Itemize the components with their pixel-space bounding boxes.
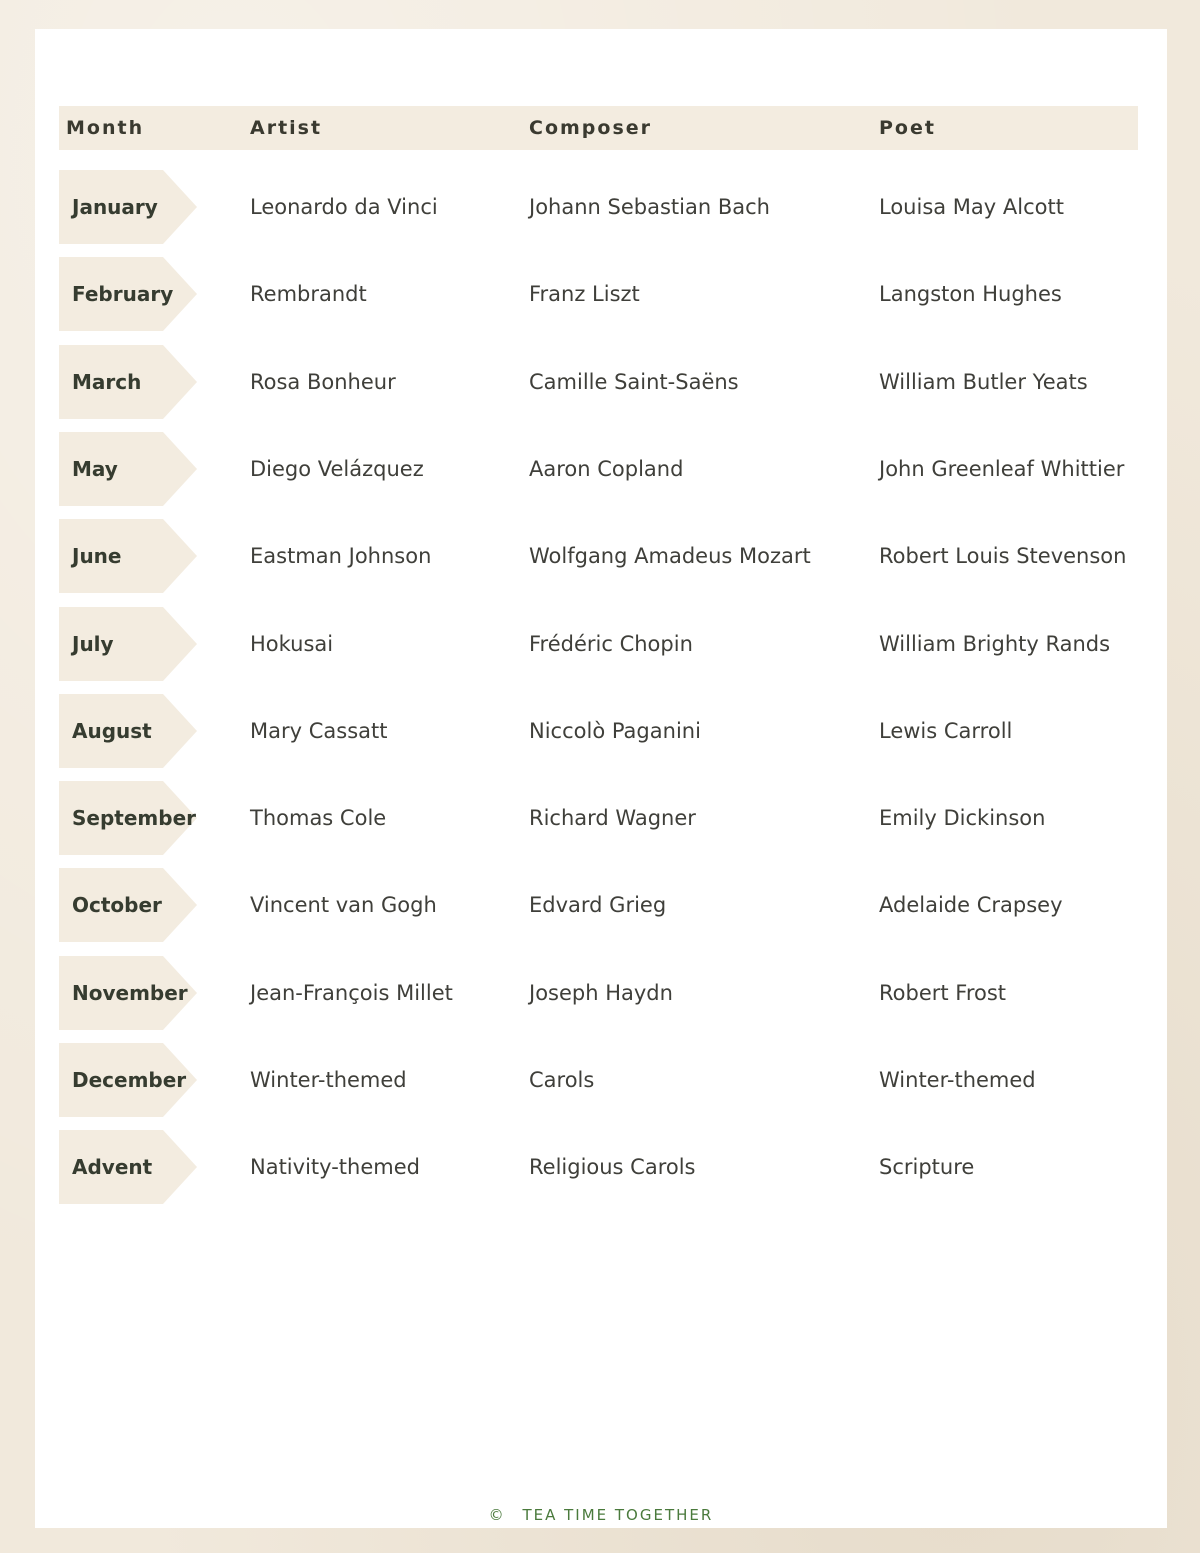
footer-text: TEA TIME TOGETHER — [522, 1506, 714, 1524]
artist-cell: Mary Cassatt — [250, 719, 388, 743]
table-row — [59, 956, 1138, 1030]
table-header — [59, 106, 1138, 150]
artist-cell: Jean-François Millet — [250, 981, 453, 1005]
month-label: October — [72, 893, 162, 917]
poet-cell: Adelaide Crapsey — [879, 893, 1063, 917]
composer-cell: Niccolò Paganini — [529, 719, 701, 743]
month-label: January — [72, 195, 158, 219]
poet-cell: Emily Dickinson — [879, 806, 1046, 830]
header-month: Month — [66, 117, 145, 139]
table-row — [59, 781, 1138, 855]
table-row — [59, 694, 1138, 768]
artist-cell: Leonardo da Vinci — [250, 195, 438, 219]
table-row — [59, 519, 1138, 593]
month-label: May — [72, 457, 118, 481]
poet-cell: Winter-themed — [879, 1068, 1036, 1092]
artist-cell: Rosa Bonheur — [250, 370, 396, 394]
month-label: February — [72, 282, 174, 306]
composer-cell: Frédéric Chopin — [529, 632, 693, 656]
artist-cell: Eastman Johnson — [250, 544, 432, 568]
table-row — [59, 607, 1138, 681]
poet-cell: William Brighty Rands — [879, 632, 1111, 656]
composer-cell: Edvard Grieg — [529, 893, 667, 917]
footer-credit — [35, 1506, 1167, 1524]
header-artist: Artist — [250, 117, 323, 139]
poet-cell: John Greenleaf Whittier — [879, 457, 1125, 481]
month-label: December — [72, 1068, 187, 1092]
composer-cell: Carols — [529, 1068, 595, 1092]
poet-cell: William Butler Yeats — [879, 370, 1088, 394]
table-row — [59, 170, 1138, 244]
poet-cell: Scripture — [879, 1155, 975, 1179]
month-label: March — [72, 370, 142, 394]
composer-cell: Wolfgang Amadeus Mozart — [529, 544, 811, 568]
composer-cell: Joseph Haydn — [529, 981, 673, 1005]
header-poet: Poet — [879, 117, 936, 139]
month-label: August — [72, 719, 152, 743]
poet-cell: Louisa May Alcott — [879, 195, 1064, 219]
composer-cell: Richard Wagner — [529, 806, 696, 830]
copyright-symbol: © — [488, 1506, 506, 1524]
composer-cell: Religious Carols — [529, 1155, 696, 1179]
poet-cell: Lewis Carroll — [879, 719, 1013, 743]
artist-cell: Vincent van Gogh — [250, 893, 437, 917]
poet-cell: Robert Frost — [879, 981, 1007, 1005]
table-row — [59, 1130, 1138, 1204]
artist-cell: Diego Velázquez — [250, 457, 424, 481]
artist-cell: Rembrandt — [250, 282, 367, 306]
composer-cell: Franz Liszt — [529, 282, 640, 306]
month-label: November — [72, 981, 188, 1005]
table-row — [59, 345, 1138, 419]
table-row — [59, 1043, 1138, 1117]
month-label: June — [72, 544, 122, 568]
composer-cell: Johann Sebastian Bach — [529, 195, 770, 219]
composer-cell: Aaron Copland — [529, 457, 684, 481]
artist-cell: Thomas Cole — [250, 806, 387, 830]
poet-cell: Langston Hughes — [879, 282, 1062, 306]
table-row — [59, 432, 1138, 506]
document-sheet — [35, 29, 1167, 1528]
artist-cell: Nativity-themed — [250, 1155, 420, 1179]
header-composer: Composer — [529, 117, 653, 139]
artist-cell: Winter-themed — [250, 1068, 407, 1092]
composer-cell: Camille Saint-Saëns — [529, 370, 739, 394]
month-label: Advent — [72, 1155, 153, 1179]
poet-cell: Robert Louis Stevenson — [879, 544, 1127, 568]
artist-cell: Hokusai — [250, 632, 334, 656]
month-label: July — [72, 632, 114, 656]
table-row — [59, 868, 1138, 942]
month-label: September — [72, 806, 196, 830]
table-row — [59, 257, 1138, 331]
